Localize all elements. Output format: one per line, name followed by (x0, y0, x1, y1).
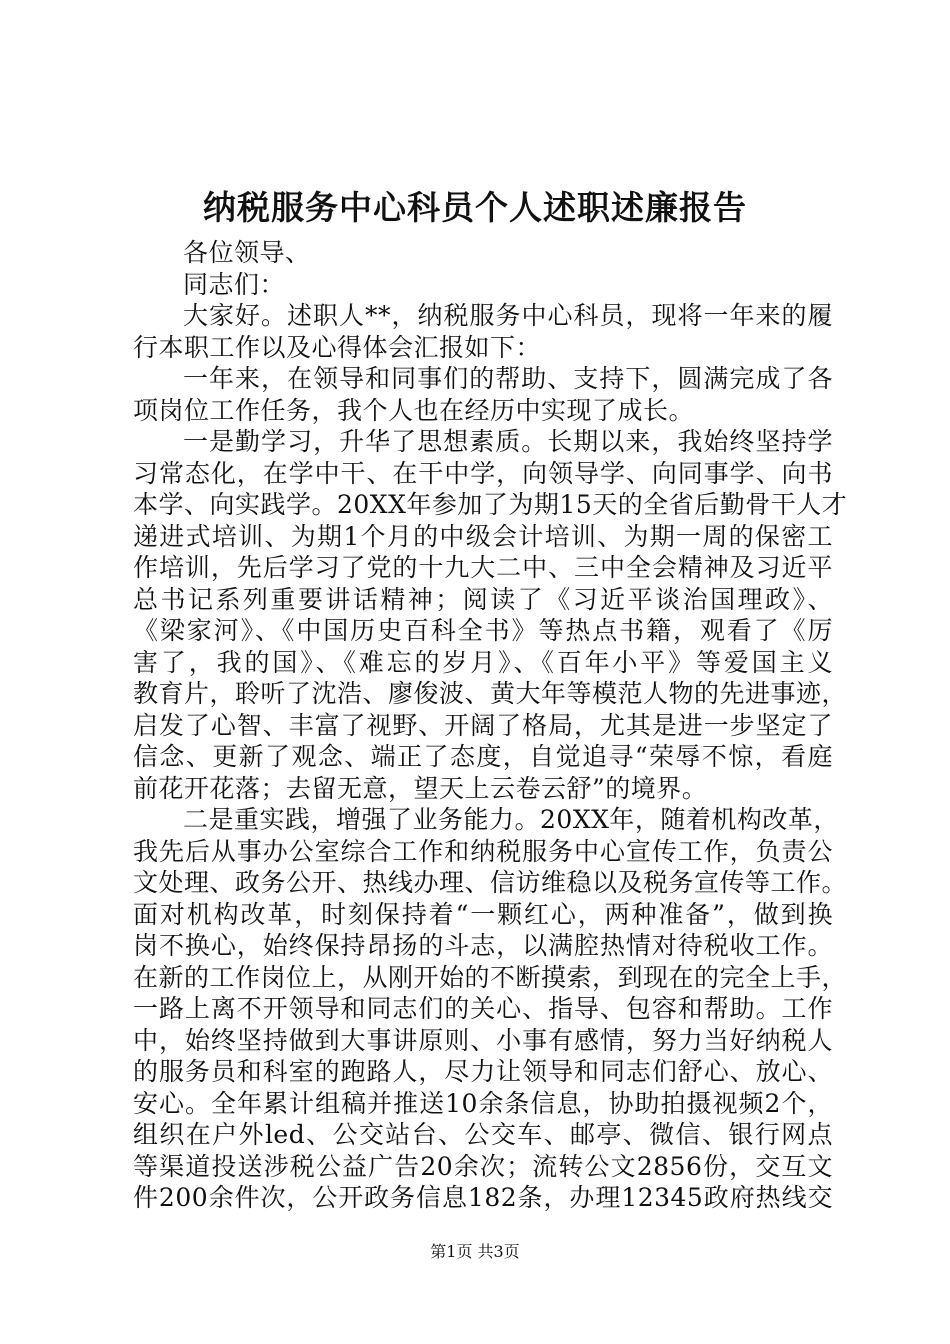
paragraph-line: 习常态化，在学中干、在干中学，向领导学、向同事学、向书 (133, 458, 833, 488)
paragraph-line: 项岗位工作任务，我个人也在经历中实现了成长。 (133, 395, 695, 425)
paragraph-line: 一是勤学习，升华了思想素质。长期以来，我始终坚持学 (183, 427, 833, 456)
paragraph-line: 件200余件次，公开政务信息182条，办理12345政府热线交 (133, 1183, 833, 1212)
paragraph-line: 一路上离不开领导和同志们的关心、指导、包容和帮助。工作 (133, 994, 833, 1023)
paragraph-line: 行本职工作以及心得体会汇报如下： (133, 332, 542, 362)
paragraph-line: 的服务员和科室的跑路人，尽力让领导和同志们舒心、放心、 (133, 1057, 833, 1086)
paragraph-line: 害了，我的国》、《难忘的岁月》、《百年小平》等爱国主义 (133, 647, 833, 677)
page-title: 纳税服务中心科员个人述职述廉报告 (203, 188, 747, 227)
page-number-footer: 第1页 共3页 (430, 1242, 520, 1261)
paragraph-line: 大家好。述职人**，纳税服务中心科员，现将一年来的履 (183, 301, 833, 330)
paragraph-line: 等渠道投送涉税公益广告20余次；流转公文2856份，交互文 (133, 1151, 833, 1181)
paragraph-line: 中，始终坚持做到大事讲原则、小事有感情，努力当好纳税人 (133, 1025, 833, 1055)
salutation-line: 同志们： (183, 269, 286, 299)
paragraph-line: 岗不换心，始终保持昂扬的斗志，以满腔热情对待税收工作。 (133, 931, 833, 960)
paragraph-line: 面对机构改革，时刻保持着“一颗红心，两种准备”，做到换 (133, 899, 833, 929)
paragraph-line: 《梁家河》、《中国历史百科全书》等热点书籍，观看了《厉 (133, 616, 833, 645)
paragraph-line: 教育片，聆听了沈浩、廖俊波、黄大年等模范人物的先进事迹， (133, 679, 848, 708)
paragraph-line: 在新的工作岗位上，从刚开始的不断摸索，到现在的完全上手， (133, 962, 848, 992)
paragraph-line: 文处理、政务公开、热线办理、信访维稳以及税务宣传等工作。 (133, 868, 848, 897)
paragraph-line: 前花开花落；去留无意，望天上云卷云舒”的境界。 (133, 773, 708, 803)
paragraph-line: 信念、更新了观念、端正了态度，自觉追寻“荣辱不惊，看庭 (133, 742, 833, 771)
paragraph-line: 递进式培训、为期1个月的中级会计培训、为期一周的保密工 (133, 521, 833, 551)
paragraph-line: 启发了心智、丰富了视野、开阔了格局，尤其是进一步坚定了 (133, 710, 833, 740)
document-body (133, 237, 848, 1214)
paragraph-line: 本学、向实践学。20XX年参加了为期15天的全省后勤骨干人才 (133, 490, 848, 519)
paragraph-line: 作培训，先后学习了党的十九大二中、三中全会精神及习近平 (133, 553, 833, 582)
paragraph-line: 一年来，在领导和同事们的帮助、支持下，圆满完成了各 (183, 364, 833, 393)
salutation-line: 各位领导、 (183, 238, 311, 267)
paragraph-line: 组织在户外led、公交站台、公交车、邮亭、微信、银行网点 (133, 1120, 833, 1149)
paragraph-line: 总书记系列重要讲话精神；阅读了《习近平谈治国理政》、 (133, 584, 833, 614)
paragraph-line: 二是重实践，增强了业务能力。20XX年，随着机构改革， (183, 805, 839, 834)
paragraph-line: 我先后从事办公室综合工作和纳税服务中心宣传工作，负责公 (133, 836, 833, 866)
paragraph-line: 安心。全年累计组稿并推送10余条信息，协助拍摄视频2个， (133, 1088, 833, 1118)
